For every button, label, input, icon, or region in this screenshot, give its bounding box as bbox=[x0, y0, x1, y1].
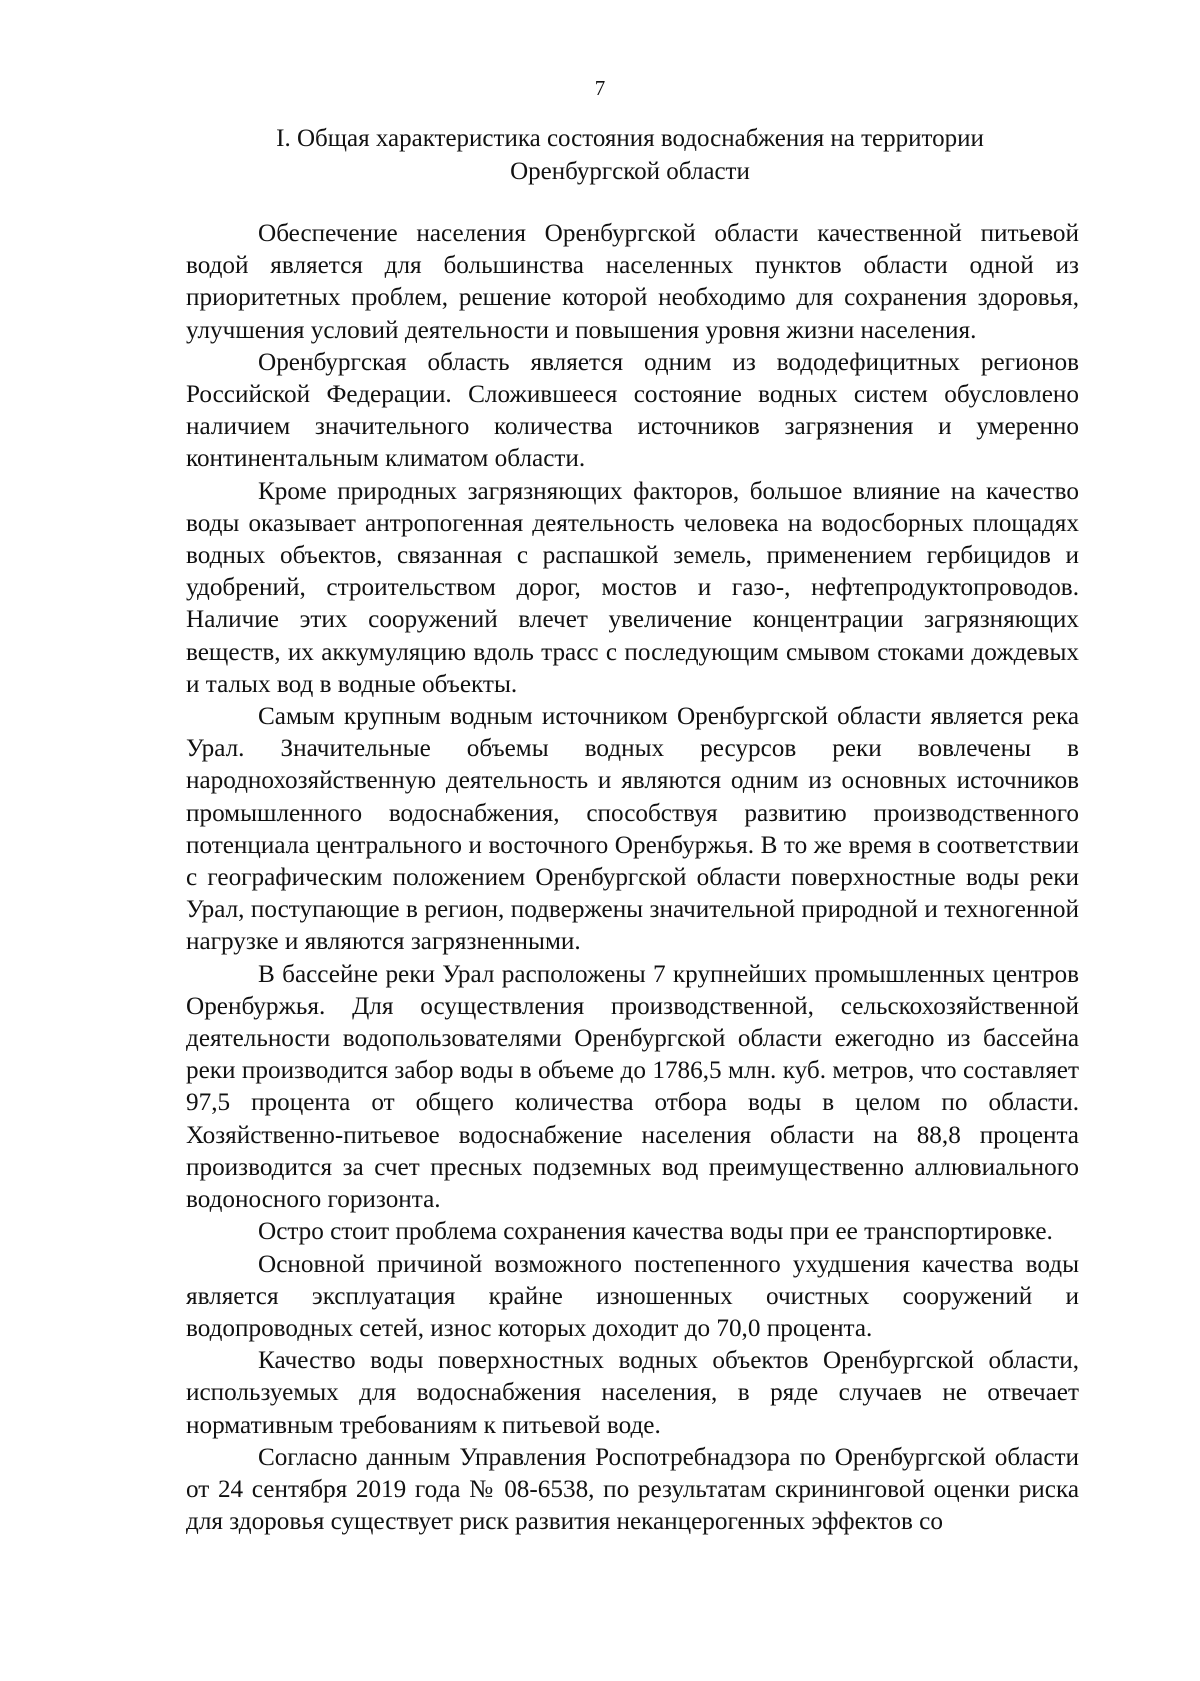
paragraph-transport-quality: Остро стоит проблема сохранения качества воды при ее транспортировке. bbox=[258, 1218, 1053, 1246]
paragraph-surface-water-quality: Качество воды поверхностных водных объектов Оренбургской области, используемых для водоснабжения населения, в ряде случаев не отвечает нормативным требованиям к питьевой воде. bbox=[186, 1347, 1079, 1439]
section-heading bbox=[200, 122, 1060, 188]
paragraph-water-supply-problem: Обеспечение населения Оренбургской области качественной питьевой водой является для большинства населенных пунктов области одной из приоритетных проблем, решение которой необходимо для сохранения здоровья, улучшения условий деятельности и повышения уровня жизни населения. bbox=[186, 220, 1079, 344]
page-number: 7 bbox=[594, 76, 606, 100]
paragraph-water-deficit-region: Оренбургская область является одним из вододефицитных регионов Российской Федерации. Сложившееся состояние водных систем обусловлено наличием значительного количества источников загрязнения и умеренно континентальным климатом области. bbox=[186, 348, 1079, 473]
section-heading-line-1: I. Общая характеристика состояния водоснабжения на территории bbox=[276, 125, 984, 152]
paragraph-ural-basin-industry: В бассейне реки Урал расположены 7 крупнейших промышленных центров Оренбуржья. Для осуществления производственной, сельскохозяйственной деятельности водопользователями Оренбургской области ежегодно из бассейна реки производится забор воды в объеме до 1786,5 млн. куб. метров, что составляет 97,5 процента от общего количества отбора воды в целом по области. Хозяйственно-питьевое водоснабжение населения области на 88,8 процента производится за счет пресных подземных вод преимущественно аллювиального водоносного горизонта. bbox=[186, 960, 1079, 1214]
section-heading-line-2: Оренбургской области bbox=[510, 158, 750, 185]
paragraph-ural-river: Самым крупным водным источником Оренбургской области является река Урал. Значительные объемы водных ресурсов реки вовлечены в народнохозяйственную деятельность и являются одним из основных источников промышленного водоснабжения, способствуя развитию производственного потенциала центрального и восточного Оренбуржья. В то же время в соответствии с географическим положением Оренбургской области поверхностные воды реки Урал, поступающие в регион, подвержены значительной природной и техногенной нагрузке и являются загрязненными. bbox=[186, 703, 1079, 956]
paragraph-anthropogenic-factors: Кроме природных загрязняющих факторов, большое влияние на качество воды оказывает антропогенная деятельность человека на водосборных площадях водных объектов, связанная с распашкой земель, применением гербицидов и удобрений, строительством дорог, мостов и газо-, нефтепродуктопроводов. Наличие этих сооружений влечет увеличение концентрации загрязняющих веществ, их аккумуляцию вдоль трасс с последующим смывом стоками дождевых и талых вод в водные объекты. bbox=[186, 477, 1079, 698]
document-body bbox=[186, 218, 1079, 1538]
paragraph-worn-infrastructure: Основной причиной возможного постепенного ухудшения качества воды является эксплуатация крайне изношенных очистных сооружений и водопроводных сетей, износ которых доходит до 70,0 процента. bbox=[186, 1250, 1079, 1342]
paragraph-rospotrebnadzor-data: Согласно данным Управления Роспотребнадзора по Оренбургской области от 24 сентября 2019 года № 08-6538, по результатам скрининговой оценки риска для здоровья существует риск развития неканцерогенных эффектов со bbox=[186, 1443, 1079, 1536]
